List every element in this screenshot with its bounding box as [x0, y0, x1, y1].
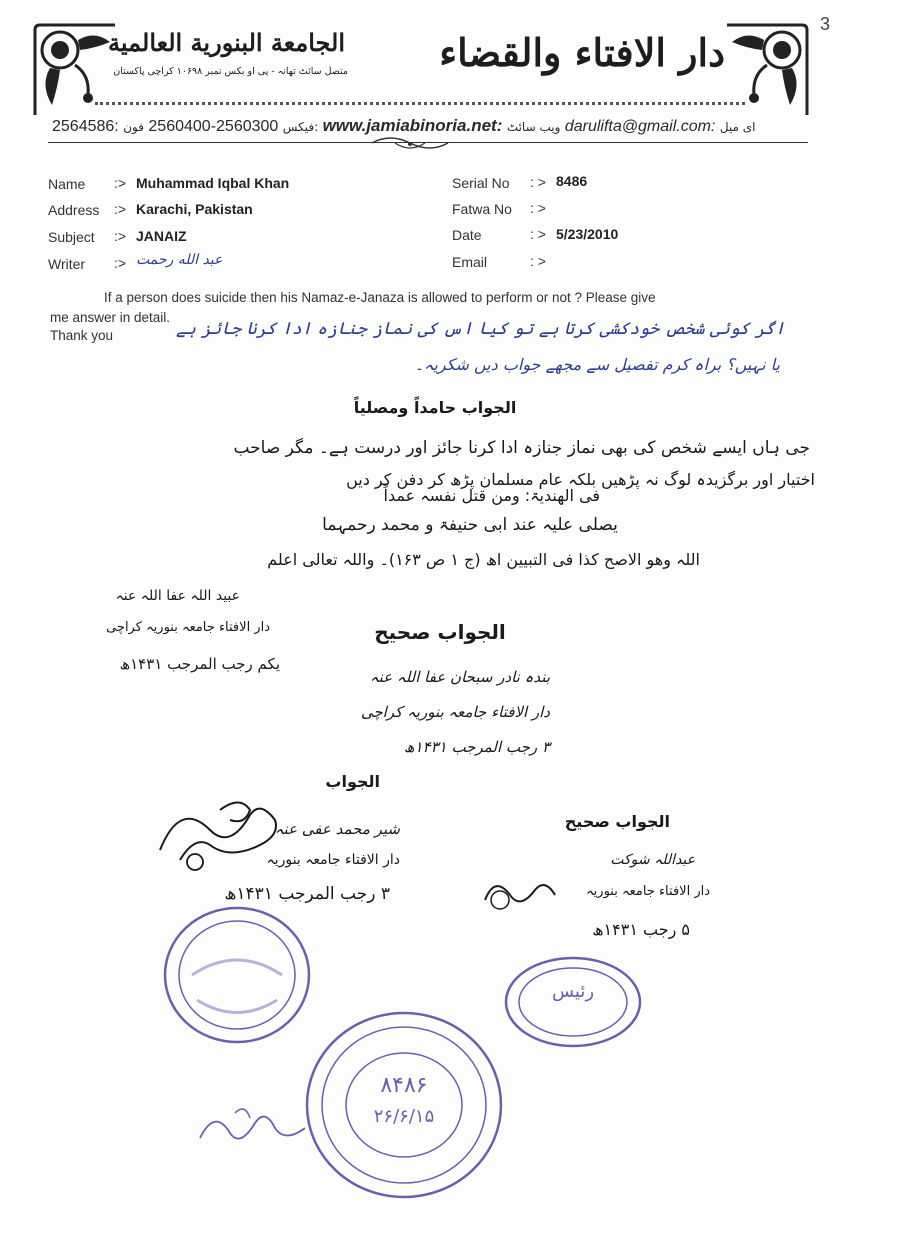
right-signature-dept: دار الافتاء جامعہ بنوریہ [586, 884, 710, 899]
address-separator: :> [114, 201, 127, 217]
contact-line [52, 116, 812, 136]
serial-value: 8486 [556, 173, 588, 189]
right-signature-name: عبداللہ شوکت [610, 852, 695, 868]
serial-label: Serial No [452, 175, 510, 191]
question-english-line-3: Thank you [50, 328, 114, 343]
answer-line-2: اختیار اور برگزیدہ لوگ نہ پڑھیں بلکہ عام مسلمان پڑھ کر دفن کر دیں [346, 470, 815, 489]
date-label: Date [452, 227, 482, 243]
email-label: ای میل [719, 120, 756, 134]
website-link[interactable]: www.jamiabinoria.net: [322, 116, 503, 135]
page-number: 3 [820, 14, 831, 34]
institution-address: متصل سائٹ تھانہ - پی او بکس نمبر ۱۰۶۹۸ کراچی پاکستان [113, 66, 348, 77]
subject-label: Subject [48, 229, 95, 245]
right-seal-label: رئیس [551, 981, 595, 1002]
answer-heading: الجواب حامداً ومصلیاً [353, 398, 517, 417]
question-urdu-line-1: اگر کوئی شخص خودکشی کرتا ہے تو کیا اس کی نماز جنازہ ادا کرنا جائز ہے [176, 319, 785, 339]
flourish-ornament-icon [370, 135, 450, 160]
email-separator: : > [530, 253, 546, 269]
left-signature-date: ۳ رجب المرجب ۱۴۳۱ھ [224, 884, 390, 904]
writer-value: عبد الله رحمت [136, 252, 223, 268]
subject-separator: :> [114, 228, 127, 244]
verifier-heading: الجواب صحیح [374, 620, 506, 644]
subject-value: JANAIZ [136, 228, 187, 244]
department-name: دار الافتاء والقضاء [439, 30, 725, 75]
verifier-date: ۳ رجب المرجب ۱۴۳۱ھ [403, 738, 550, 756]
corner-ornament-left-icon [30, 20, 120, 120]
question-english-line-2: me answer in detail. [50, 310, 171, 325]
left-signature-heading: الجواب [325, 772, 380, 791]
website-label: ویب سائٹ [506, 120, 561, 134]
writer-separator: :> [114, 255, 127, 271]
question-english-line-1: If a person does suicide then his Namaz-e-Janaza is allowed to perform or not ? Please give [104, 290, 656, 305]
phone-numbers: 2560300-2560400 [148, 118, 279, 135]
verifier-name: بندہ نادر سبحان عفا اللہ عنہ [369, 668, 550, 686]
center-seal-stamp [304, 1010, 504, 1205]
verifier-dept: دار الافتاء جامعہ بنوریہ کراچی [360, 703, 550, 721]
email-field-label: Email [452, 254, 488, 270]
fax-number: 2564586: [52, 118, 119, 135]
center-seal-date: ۲۶/۶/۱۵ [373, 1106, 435, 1127]
left-handwritten-signature-icon [150, 790, 290, 885]
writer-label: Writer [48, 256, 86, 272]
fax-label: فیکس [282, 120, 315, 134]
institution-name: الجامعة البنورية العالمية [108, 28, 345, 57]
left-seal-stamp-icon [162, 905, 312, 1050]
answer-line-5: اللہ وھو الاصح کذا فی التبیین اھ (ج ۱ ص ۱۶۳)۔ واللہ تعالی اعلم [267, 550, 700, 569]
masthead-divider [95, 102, 745, 105]
center-seal-number: ۸۴۸۶ [380, 1073, 428, 1098]
fatwa-label: Fatwa No [452, 201, 512, 217]
name-value: Muhammad Iqbal Khan [136, 175, 290, 191]
left-signature-dept: دار الافتاء جامعہ بنوریہ [266, 852, 400, 868]
right-handwritten-signature-icon [480, 870, 560, 925]
name-label: Name [48, 176, 86, 192]
answer-line-4: یصلی علیہ عند ابی حنیفۃ و محمد رحمہما [322, 515, 618, 535]
date-separator: : > [530, 226, 546, 242]
phone-label: فون: [123, 120, 319, 134]
answer-line-3: فی الھندیۃ: ومن قتل نفسہ عمداً [383, 486, 600, 505]
answer-line-1: جی ہاں ایسے شخص کی بھی نماز جنازہ ادا کرنا جائز اور درست ہے۔ مگر صاحب [233, 438, 810, 458]
serial-separator: : > [530, 174, 546, 190]
writer-signature-name: عبید اللہ عفا اللہ عنہ [115, 588, 240, 604]
corner-ornament-right-icon [722, 20, 812, 120]
right-signature-heading: الجواب صحیح [564, 812, 670, 831]
writer-signature-dept: دار الافتاء جامعہ بنوریہ کراچی [106, 620, 270, 635]
writer-signature-date: یکم رجب المرجب ۱۴۳۱ھ [119, 655, 280, 673]
address-value: Karachi, Pakistan [136, 201, 253, 217]
question-urdu-line-2: یا نہیں؟ براہ کرم تفصیل سے مجھے جواب دیں شکریہ۔ [414, 355, 780, 374]
right-seal-stamp [503, 955, 643, 1055]
date-value: 5/23/2010 [556, 226, 619, 242]
name-separator: :> [114, 175, 127, 191]
left-signature-name: شیر محمد عفی عنہ [274, 820, 400, 838]
fatwa-separator: : > [530, 200, 546, 216]
email-link[interactable]: darulifta@gmail.com: [564, 118, 716, 135]
address-label: Address [48, 202, 100, 218]
bottom-signature-scribble-icon [195, 1098, 315, 1163]
right-signature-date: ۵ رجب ۱۴۳۱ھ [592, 920, 690, 939]
